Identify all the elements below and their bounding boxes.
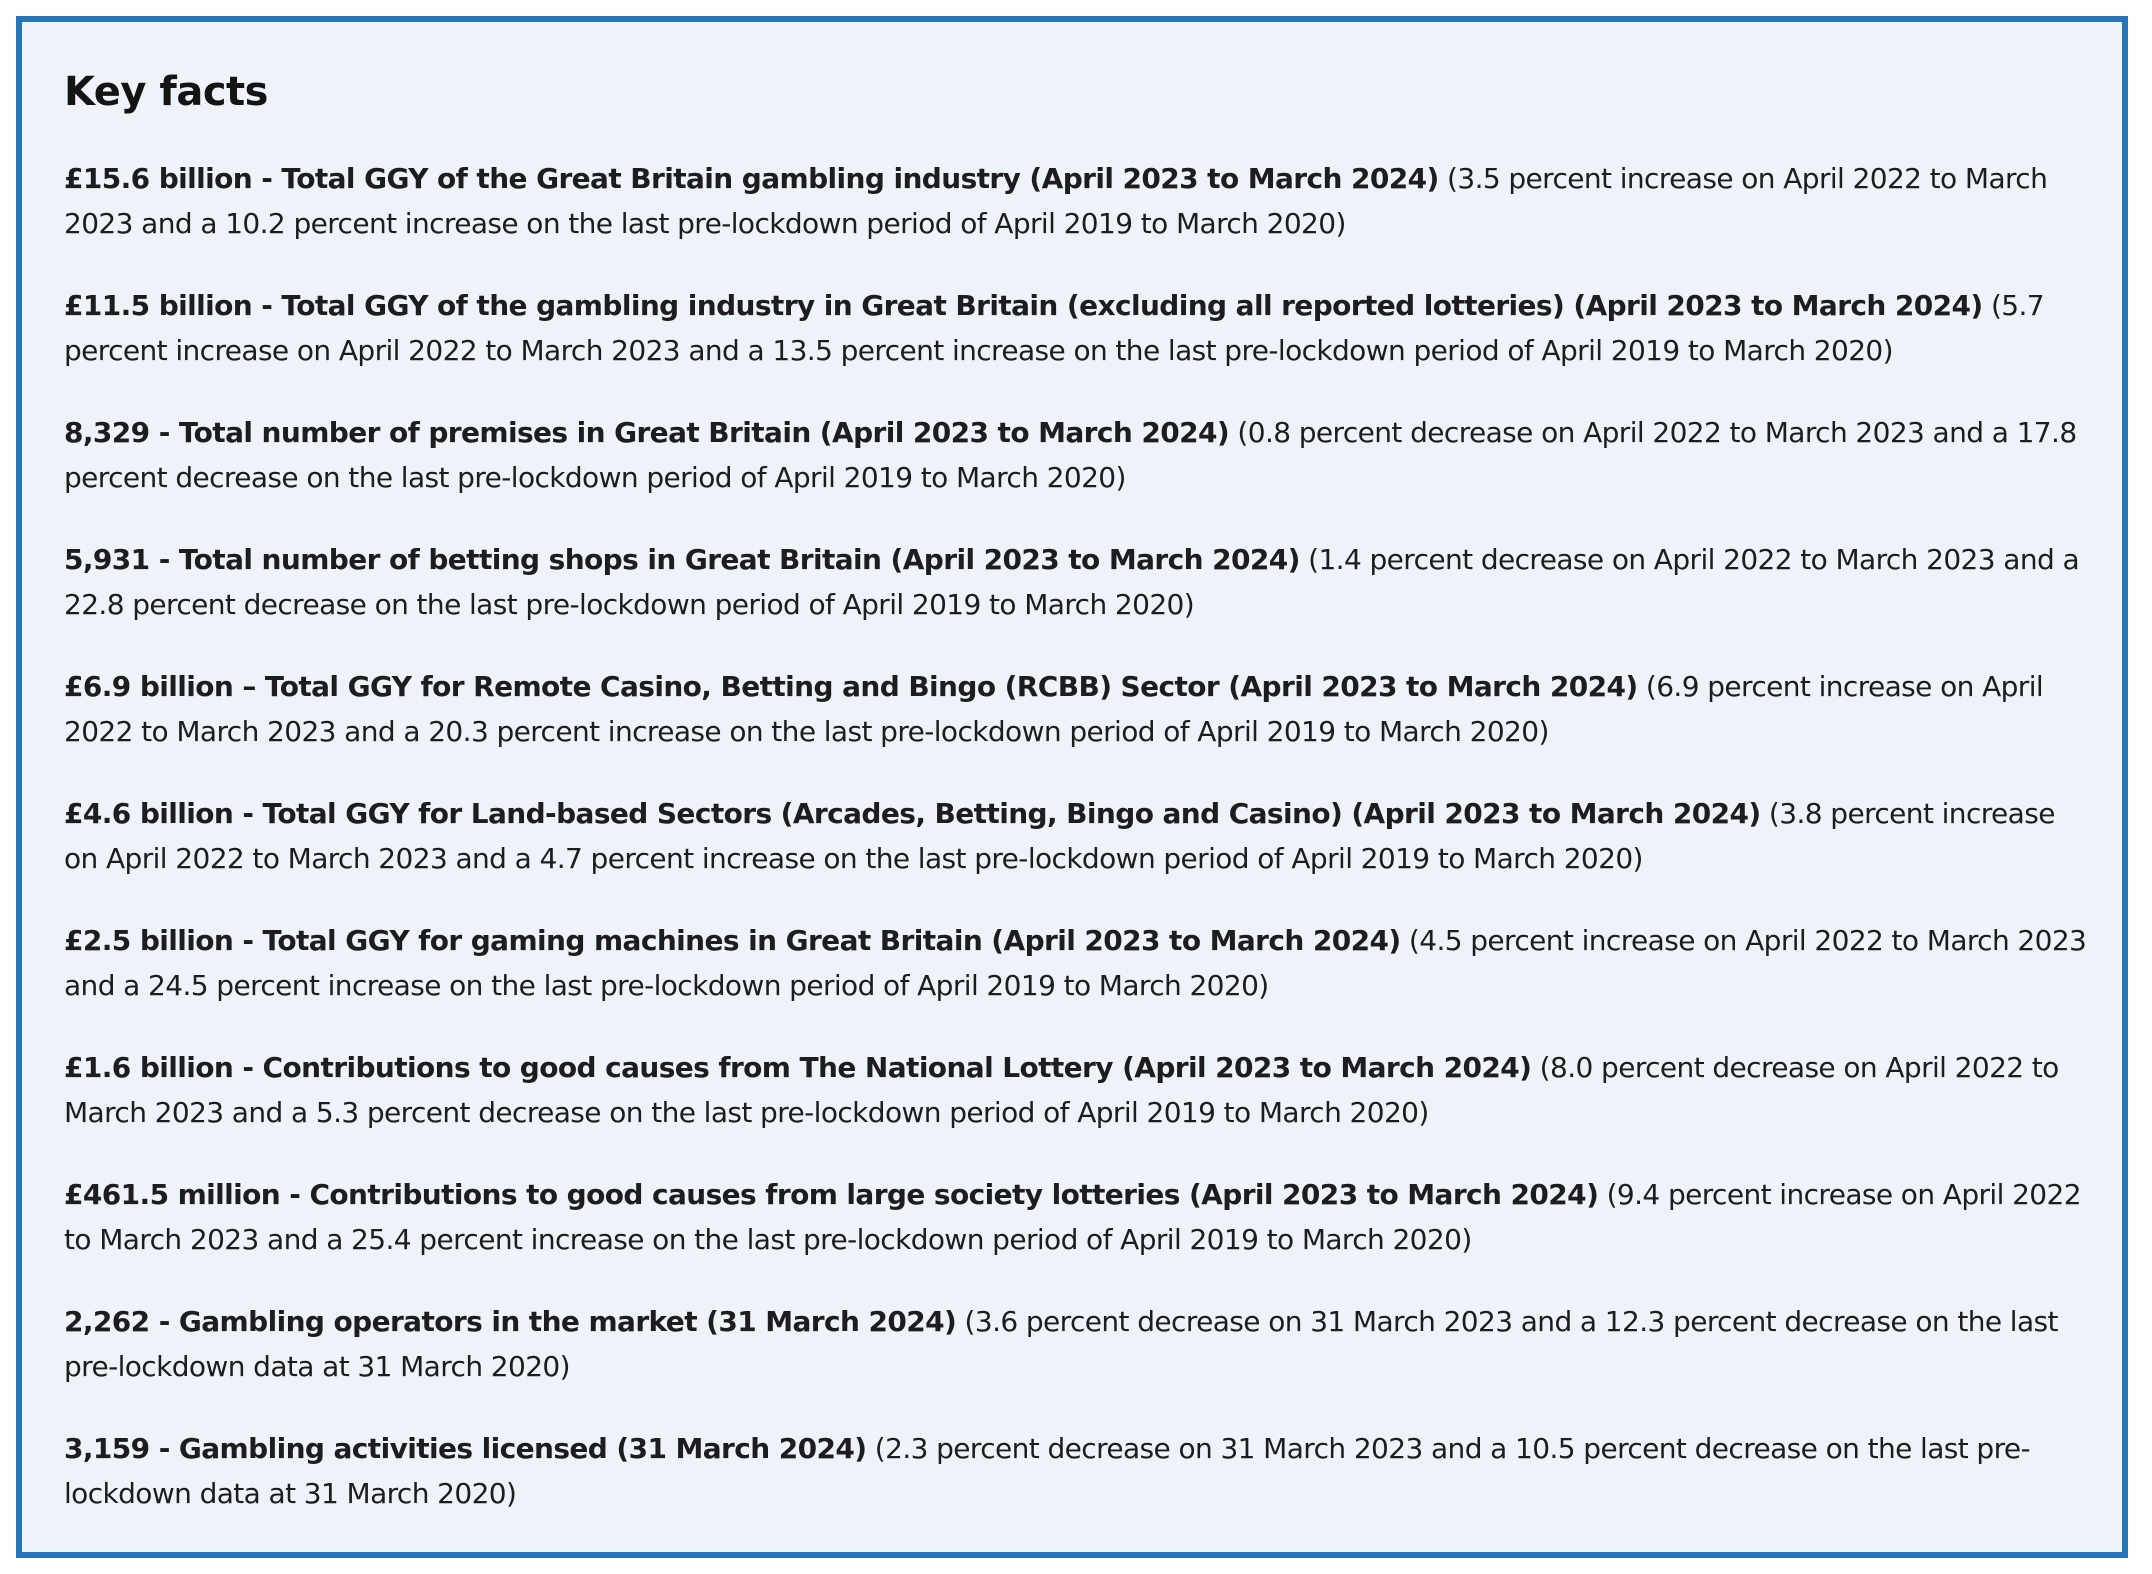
fact-detail: (3.8 percent increase on April 2022 to March 2023 and a 4.7 percent increase on the last pre-lockdown period of April 2019 to March 2020) (64, 797, 2055, 875)
fact-item (64, 1426, 2096, 1516)
fact-item (64, 791, 2096, 881)
key-facts-panel (16, 16, 2128, 1558)
fact-item (64, 537, 2096, 627)
fact-detail: (0.8 percent decrease on April 2022 to March 2023 and a 17.8 percent decrease on the last pre-lockdown period of April 2019 to March 2020) (64, 416, 2077, 494)
fact-headline: £4.6 billion - Total GGY for Land-based Sectors (Arcades, Betting, Bingo and Casino) (April 2023 to March 2024) (64, 797, 1761, 830)
fact-headline: 2,262 - Gambling operators in the market (31 March 2024) (64, 1305, 957, 1338)
fact-detail: (3.6 percent decrease on 31 March 2023 and a 12.3 percent decrease on the last pre-lockdown data at 31 March 2020) (64, 1305, 2058, 1383)
fact-item (64, 410, 2096, 500)
fact-headline: £11.5 billion - Total GGY of the gambling industry in Great Britain (excluding all reported lotteries) (April 2023 to March 2024) (64, 289, 1983, 322)
fact-detail: (2.3 percent decrease on 31 March 2023 and a 10.5 percent decrease on the last pre-lockdown data at 31 March 2020) (64, 1432, 2031, 1510)
fact-item (64, 664, 2096, 754)
fact-item (64, 1299, 2096, 1389)
fact-detail: (6.9 percent increase on April 2022 to March 2023 and a 20.3 percent increase on the last pre-lockdown period of April 2019 to March 2020) (64, 670, 2044, 748)
fact-detail: (5.7 percent increase on April 2022 to March 2023 and a 13.5 percent increase on the last pre-lockdown period of April 2019 to March 2020) (64, 289, 2045, 367)
fact-headline: £2.5 billion - Total GGY for gaming machines in Great Britain (April 2023 to March 2024) (64, 924, 1401, 957)
fact-detail: (4.5 percent increase on April 2022 to March 2023 and a 24.5 percent increase on the last pre-lockdown period of April 2019 to March 2020) (64, 924, 2087, 1002)
fact-headline: £6.9 billion – Total GGY for Remote Casino, Betting and Bingo (RCBB) Sector (April 2023 to March 2024) (64, 670, 1638, 703)
fact-headline: £1.6 billion - Contributions to good causes from The National Lottery (April 2023 to March 2024) (64, 1051, 1532, 1084)
fact-detail: (1.4 percent decrease on April 2022 to March 2023 and a 22.8 percent decrease on the last pre-lockdown period of April 2019 to March 2020) (64, 543, 2080, 621)
fact-item (64, 1172, 2096, 1262)
fact-headline: 5,931 - Total number of betting shops in Great Britain (April 2023 to March 2024) (64, 543, 1300, 576)
fact-detail: (3.5 percent increase on April 2022 to March 2023 and a 10.2 percent increase on the last pre-lockdown period of April 2019 to March 2020) (64, 162, 2048, 240)
fact-item (64, 918, 2096, 1008)
fact-item (64, 156, 2096, 246)
fact-item (64, 1045, 2096, 1135)
fact-item (64, 283, 2096, 373)
key-facts-list (64, 156, 2096, 1516)
fact-detail: (8.0 percent decrease on April 2022 to March 2023 and a 5.3 percent decrease on the last pre-lockdown period of April 2019 to March 2020) (64, 1051, 2059, 1129)
fact-detail: (9.4 percent increase on April 2022 to March 2023 and a 25.4 percent increase on the last pre-lockdown period of April 2019 to March 2020) (64, 1178, 2081, 1256)
fact-headline: £461.5 million - Contributions to good causes from large society lotteries (April 2023 to March 2024) (64, 1178, 1599, 1211)
fact-headline: 8,329 - Total number of premises in Great Britain (April 2023 to March 2024) (64, 416, 1230, 449)
fact-headline: £15.6 billion - Total GGY of the Great Britain gambling industry (April 2023 to March 2024) (64, 162, 1439, 195)
fact-headline: 3,159 - Gambling activities licensed (31 March 2024) (64, 1432, 867, 1465)
key-facts-title: Key facts (64, 69, 268, 115)
